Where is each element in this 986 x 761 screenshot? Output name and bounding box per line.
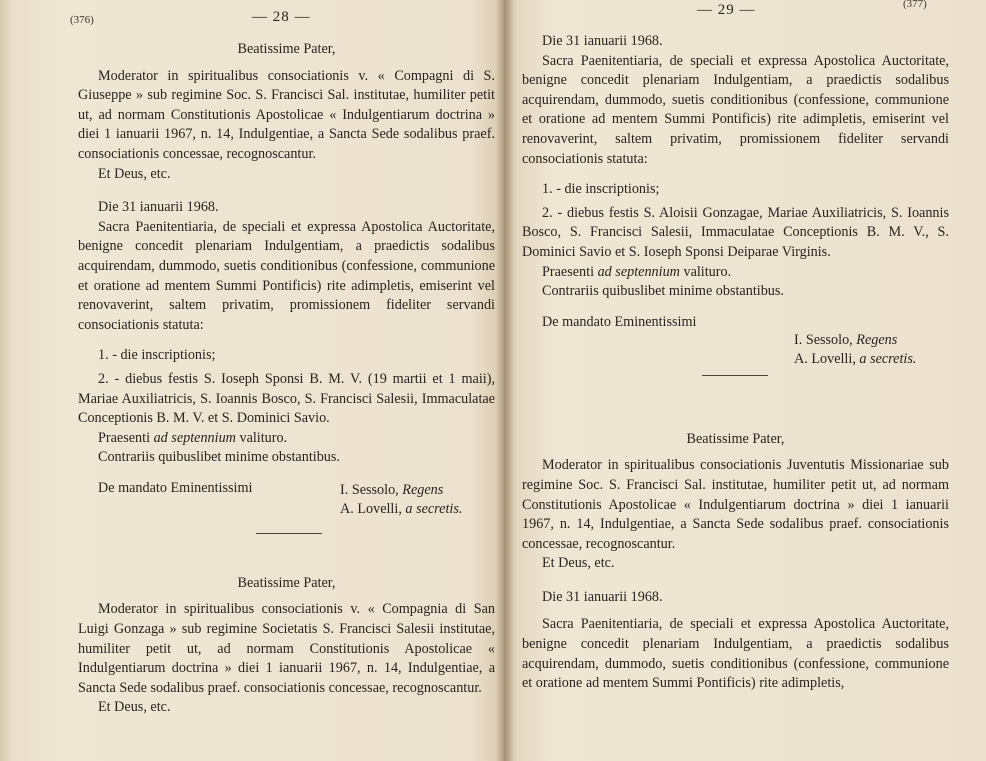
letter2-petition: Moderator in spiritualibus consociationis v. « Compagnia di San Luigi Gonzaga » sub regimine Societatis S. Francisci Salesii institutae, humiliter petit ut, ad normam Constitutionis Apostolicae « Indulgentiarum doctrina » diei 1 ianuarii 1967, n. 14, Indulgentiae, a Sancta Sede sodalibus praef. consociationis concessae, recognoscantur. <box>78 601 495 696</box>
letter1-mandate: De mandato Eminentissimi <box>98 479 253 496</box>
letter2-signature-row <box>522 313 949 369</box>
page-number-edge-left: (376) <box>70 14 94 26</box>
letter2-contrariis: Contrariis quibuslibet minime obstantibus. <box>542 283 784 300</box>
letter2-validity <box>522 263 949 283</box>
letter1-signature-row <box>78 479 495 519</box>
signature-role: Regens <box>402 481 444 498</box>
validity-suffix: valituro. <box>679 263 732 280</box>
signature-regens <box>340 481 462 501</box>
letter2-closing: Et Deus, etc. <box>98 699 171 716</box>
signature-regens <box>794 331 916 351</box>
signature-role: a secretis. <box>405 501 463 518</box>
signature-secretary <box>794 350 916 370</box>
letter1-item-2: 2. - diebus festis S. Ioseph Sponsi B. M. V. (19 martii et 1 maii), Mariae Auxiliatricis, S. Ioannis Bosco, S. Francisci Salesii, Immaculatae Conceptionis B. M. V. et S. Dominici Savio. <box>78 370 495 427</box>
letter2-grant: Sacra Paenitentiaria, de speciali et expressa Apostolica Auctoritate, benigne concedit plenariam Indulgentiam, a praedictis sodalibus acquirendam, dummodo, suetis conditionibus (confessione, communione et oratione ad mentem Summi Pontificis) rite adimpletis, emiserint vel renovaverint, saltem privatim, promissionem fideliter servandi consociationis statuta: <box>522 52 949 167</box>
page-number-edge-right: (377) <box>903 0 927 10</box>
signature-name: A. Lovelli, <box>794 351 860 368</box>
signature-name: A. Lovelli, <box>340 501 406 518</box>
validity-suffix: valituro. <box>235 429 288 446</box>
letter2-item-2: 2. - diebus festis S. Aloisii Gonzagae, Mariae Auxiliatricis, S. Ioannis Bosco, S. Francisci Salesii, Immaculatae Conceptionis B. M. V., S. Dominici Savio et S. Ioseph Sponsi Deiparae Virginis. <box>522 204 949 260</box>
right-page <box>504 0 986 761</box>
validity-italic: ad septennium <box>153 429 236 446</box>
validity-prefix: Praesenti <box>542 263 598 280</box>
page-number-right: — 29 — <box>697 2 756 18</box>
right-page-content <box>522 32 949 694</box>
letter1-heading: Beatissime Pater, <box>237 41 336 57</box>
letter3-date: Die 31 ianuarii 1968. <box>542 588 663 605</box>
signature-secretary <box>340 500 462 520</box>
page-number-left: — 28 — <box>252 9 311 25</box>
letter3-grant: Sacra Paenitentiaria, de speciali et expressa Apostolica Auctoritate, benigne concedit plenariam Indulgentiam, a praedictis sodalibus acquirendam, dummodo, suetis conditionibus (confessione, communione et oratione ad mentem Summi Pontificis) rite adimpletis, <box>522 616 949 692</box>
left-page-content <box>78 40 495 718</box>
letter2-mandate: De mandato Eminentissimi <box>542 313 697 330</box>
letter1-date: Die 31 ianuarii 1968. <box>98 199 219 216</box>
letter2-signatures <box>794 331 916 370</box>
letter1-signatures <box>340 481 462 520</box>
letter3-heading: Beatissime Pater, <box>686 430 785 447</box>
letter1-petition: Moderator in spiritualibus consociationis v. « Compagni di S. Giuseppe » sub regimine Soc. S. Francisci Sal. institutae, humiliter petit ut, ad normam Constitutionis Apostolicae « Indulgentiarum doctrina » diei 1 ianuarii 1967, n. 14, Indulgentiae, a Sancta Sede sodalibus praef. consociationis concessae, recognoscantur. <box>78 67 495 162</box>
letter2-heading: Beatissime Pater, <box>237 574 336 591</box>
validity-italic: ad septennium <box>597 263 680 280</box>
signature-role: Regens <box>856 331 898 348</box>
letter1-contrariis: Contrariis quibuslibet minime obstantibus. <box>98 449 340 466</box>
letter1-grant: Sacra Paenitentiaria, de speciali et expressa Apostolica Auctoritate, benigne concedit plenariam Indulgentiam, a praedictis sodalibus acquirendam, dummodo, suetis conditionibus (confessione, communione et oratione ad mentem Summi Pontificis) rite adimpletis, emiserint vel renovaverint, saltem privatim, promissionem fideliter servandi consociationis statuta: <box>78 218 495 333</box>
book-gutter <box>496 0 514 761</box>
letter2-item-1: 1. - die inscriptionis; <box>542 181 660 198</box>
letter3-petition: Moderator in spiritualibus consociationis Juventutis Missionariae sub regimine Soc. S. Francisci Sal. institutae, humiliter petit ut, ad normam Constitutionis Apostolicae « Indulgentiarum doctrina » diei 1 ianuarii 1967, n. 14, Indulgentiae, a Sancta Sede sodalibus praef. consociationis concessae, recognoscantur. <box>522 457 949 552</box>
letter3-closing: Et Deus, etc. <box>542 555 615 572</box>
section-divider <box>702 375 768 376</box>
letter1-item-1: 1. - die inscriptionis; <box>98 347 216 364</box>
signature-role: a secretis. <box>859 351 917 368</box>
section-divider <box>256 533 322 534</box>
validity-prefix: Praesenti <box>98 429 154 446</box>
signature-name: I. Sessolo, <box>794 331 857 348</box>
letter1-validity <box>78 429 495 449</box>
signature-name: I. Sessolo, <box>340 481 403 498</box>
letter1-closing: Et Deus, etc. <box>98 165 171 182</box>
letter2-date: Die 31 ianuarii 1968. <box>542 33 663 49</box>
